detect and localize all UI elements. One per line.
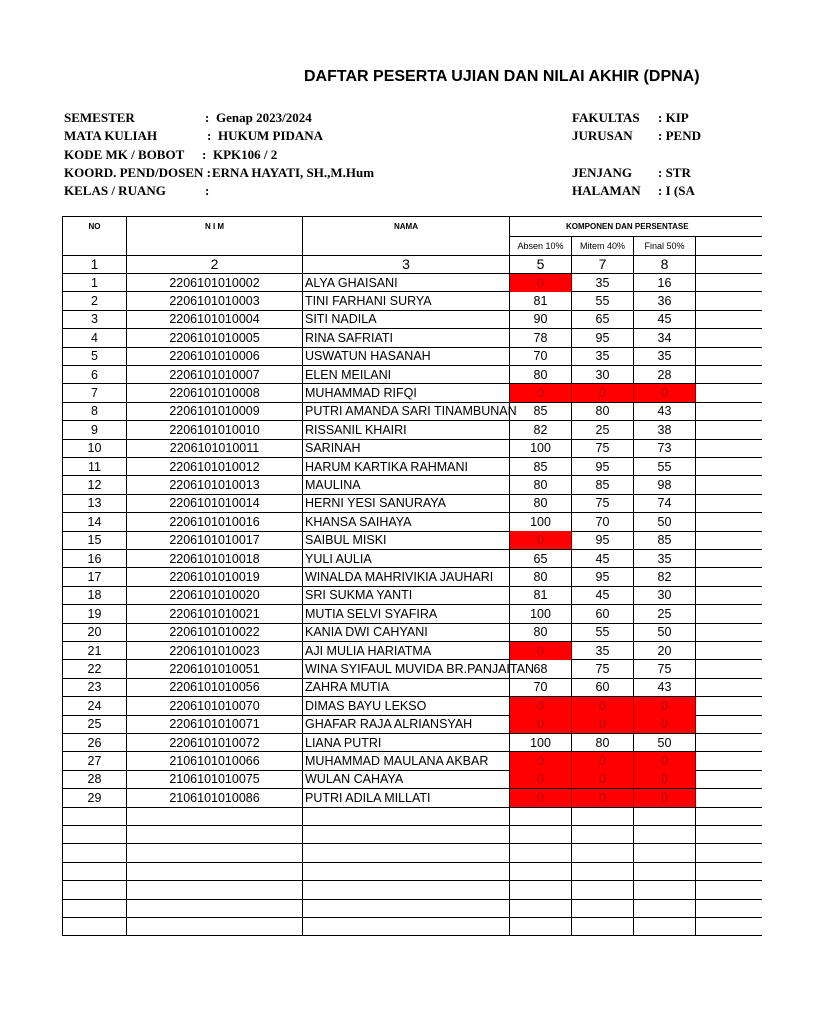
score-absen: 0 bbox=[510, 770, 571, 788]
column-number: 7 bbox=[598, 256, 607, 272]
score-absen: 81 bbox=[533, 293, 548, 308]
row-number: 7 bbox=[91, 385, 98, 400]
column-header-no: NO bbox=[88, 222, 101, 231]
row-number: 20 bbox=[87, 625, 102, 640]
student-nim: 2206101010002 bbox=[169, 275, 260, 290]
score-absen: 70 bbox=[533, 349, 548, 364]
grid-line bbox=[62, 807, 762, 808]
score-final: 85 bbox=[657, 533, 672, 548]
student-nim: 2206101010070 bbox=[169, 698, 260, 713]
student-nim: 2206101010020 bbox=[169, 588, 260, 603]
row-number: 9 bbox=[91, 422, 98, 437]
grid-line bbox=[62, 935, 762, 936]
document-title: DAFTAR PESERTA UJIAN DAN NILAI AKHIR (DPNA) bbox=[304, 68, 700, 85]
score-mitem: 95 bbox=[595, 533, 610, 548]
column-number: 1 bbox=[90, 256, 99, 272]
score-mitem: 0 bbox=[572, 697, 633, 715]
meta-label: KELAS / RUANG bbox=[64, 183, 166, 198]
score-absen: 81 bbox=[533, 588, 548, 603]
meta-value: HUKUM PIDANA bbox=[218, 128, 324, 143]
score-final: 16 bbox=[657, 275, 672, 290]
score-absen: 0 bbox=[510, 789, 571, 807]
student-nim: 2206101010004 bbox=[169, 312, 260, 327]
student-nim: 2206101010012 bbox=[169, 459, 260, 474]
student-name: GHAFAR RAJA ALRIANSYAH bbox=[305, 717, 473, 732]
meta-label: HALAMAN bbox=[572, 183, 641, 198]
score-absen: 0 bbox=[510, 384, 571, 402]
score-absen: 100 bbox=[530, 441, 551, 456]
row-number: 6 bbox=[91, 367, 98, 382]
column-header-nama: NAMA bbox=[394, 222, 418, 231]
score-mitem: 95 bbox=[595, 330, 610, 345]
student-name: WINA SYIFAUL MUVIDA BR.PANJAITAN bbox=[305, 661, 534, 676]
score-final: 74 bbox=[657, 496, 672, 511]
student-name: HARUM KARTIKA RAHMANI bbox=[305, 459, 468, 474]
score-absen: 68 bbox=[533, 661, 548, 676]
column-number: 5 bbox=[536, 256, 545, 272]
score-mitem: 95 bbox=[595, 459, 610, 474]
row-number: 25 bbox=[87, 717, 102, 732]
meta-value: : PEND bbox=[658, 128, 701, 143]
row-number: 8 bbox=[91, 404, 98, 419]
row-number: 12 bbox=[87, 477, 102, 492]
score-final: 36 bbox=[657, 293, 672, 308]
student-name: MAULINA bbox=[305, 477, 361, 492]
score-absen: 65 bbox=[533, 551, 548, 566]
student-name: WINALDA MAHRIVIKIA JAUHARI bbox=[305, 569, 494, 584]
score-final: 25 bbox=[657, 606, 672, 621]
score-final: 55 bbox=[657, 459, 672, 474]
row-number: 28 bbox=[87, 772, 102, 787]
student-name: MUHAMMAD RIFQI bbox=[305, 385, 417, 400]
score-absen: 80 bbox=[533, 496, 548, 511]
score-absen: 80 bbox=[533, 625, 548, 640]
grid-line bbox=[62, 216, 762, 217]
meta-value: : STR bbox=[658, 165, 691, 180]
row-number: 11 bbox=[88, 459, 101, 474]
student-name: SAIBUL MISKI bbox=[305, 533, 387, 548]
student-name: SARINAH bbox=[305, 441, 361, 456]
student-name: PUTRI AMANDA SARI TINAMBUNAN bbox=[305, 404, 517, 419]
score-absen: 0 bbox=[510, 752, 571, 770]
student-nim: 2206101010013 bbox=[169, 477, 260, 492]
row-number: 14 bbox=[87, 514, 102, 529]
student-nim: 2206101010007 bbox=[169, 367, 260, 382]
student-name: RINA SAFRIATI bbox=[305, 330, 393, 345]
score-final: 0 bbox=[634, 697, 695, 715]
meta-label: JURUSAN bbox=[572, 128, 633, 143]
row-number: 19 bbox=[87, 606, 102, 621]
score-mitem: 55 bbox=[595, 625, 610, 640]
student-nim: 2206101010014 bbox=[169, 496, 260, 511]
student-name: TINI FARHANI SURYA bbox=[305, 293, 432, 308]
column-header-final: Final 50% bbox=[644, 241, 685, 251]
score-final: 50 bbox=[657, 735, 672, 750]
student-name: YULI AULIA bbox=[305, 551, 372, 566]
score-final: 45 bbox=[657, 312, 672, 327]
student-name: WULAN CAHAYA bbox=[305, 772, 404, 787]
row-number: 4 bbox=[91, 330, 98, 345]
student-name: SRI SUKMA YANTI bbox=[305, 588, 413, 603]
score-final: 73 bbox=[657, 441, 672, 456]
row-number: 22 bbox=[87, 661, 102, 676]
student-nim: 2206101010011 bbox=[169, 441, 260, 456]
student-nim: 2206101010071 bbox=[169, 717, 260, 732]
score-absen: 0 bbox=[510, 642, 571, 660]
score-mitem: 45 bbox=[595, 588, 610, 603]
score-absen: 78 bbox=[533, 330, 548, 345]
score-absen: 0 bbox=[510, 697, 571, 715]
row-number: 23 bbox=[87, 680, 102, 695]
score-absen: 85 bbox=[533, 459, 548, 474]
score-mitem: 70 bbox=[595, 514, 610, 529]
score-absen: 100 bbox=[530, 514, 551, 529]
student-nim: 2206101010006 bbox=[169, 349, 260, 364]
meta-label: SEMESTER bbox=[64, 110, 135, 125]
student-name: MUTIA SELVI SYAFIRA bbox=[305, 606, 438, 621]
score-absen: 100 bbox=[530, 606, 551, 621]
grid-line bbox=[62, 843, 762, 844]
score-absen: 80 bbox=[533, 477, 548, 492]
student-name: LIANA PUTRI bbox=[305, 735, 382, 750]
student-name: ALYA GHAISANI bbox=[305, 275, 398, 290]
score-mitem: 85 bbox=[595, 477, 610, 492]
meta-label: MATA KULIAH bbox=[64, 128, 158, 143]
meta-label: KODE MK / BOBOT bbox=[64, 147, 185, 162]
student-nim: 2206101010009 bbox=[169, 404, 260, 419]
column-number: 2 bbox=[210, 256, 219, 272]
student-name: MUHAMMAD MAULANA AKBAR bbox=[305, 753, 489, 768]
meta-value: KPK106 / 2 bbox=[213, 147, 278, 162]
student-nim: 2206101010017 bbox=[169, 533, 260, 548]
score-final: 0 bbox=[634, 789, 695, 807]
student-nim: 2206101010051 bbox=[169, 661, 260, 676]
score-final: 20 bbox=[657, 643, 672, 658]
meta-label: KOORD. PEND/DOSEN : bbox=[64, 165, 211, 180]
row-number: 29 bbox=[87, 790, 102, 805]
student-name: USWATUN HASANAH bbox=[305, 349, 431, 364]
score-mitem: 60 bbox=[595, 680, 610, 695]
student-name: AJI MULIA HARIATMA bbox=[305, 643, 432, 658]
meta-value: ERNA HAYATI, SH.,M.Hum bbox=[212, 165, 375, 180]
score-mitem: 30 bbox=[595, 367, 610, 382]
meta-separator: : bbox=[202, 147, 207, 162]
score-mitem: 80 bbox=[595, 404, 610, 419]
student-nim: 2206101010008 bbox=[169, 385, 260, 400]
student-name: KHANSA SAIHAYA bbox=[305, 514, 412, 529]
column-header-absen: Absen 10% bbox=[517, 241, 564, 251]
student-nim: 2206101010023 bbox=[169, 643, 260, 658]
score-mitem: 35 bbox=[595, 643, 610, 658]
meta-separator: : bbox=[205, 183, 210, 198]
row-number: 16 bbox=[87, 551, 102, 566]
score-mitem: 25 bbox=[595, 422, 610, 437]
score-mitem: 60 bbox=[595, 606, 610, 621]
meta-label: JENJANG bbox=[572, 165, 632, 180]
score-mitem: 0 bbox=[572, 770, 633, 788]
student-nim: 2106101010086 bbox=[169, 790, 260, 805]
meta-separator: : bbox=[207, 128, 212, 143]
score-mitem: 35 bbox=[595, 275, 610, 290]
score-absen: 80 bbox=[533, 569, 548, 584]
student-name: HERNI YESI SANURAYA bbox=[305, 496, 447, 511]
score-mitem: 0 bbox=[572, 715, 633, 733]
row-number: 27 bbox=[87, 753, 102, 768]
score-final: 0 bbox=[634, 770, 695, 788]
row-number: 2 bbox=[91, 293, 98, 308]
student-name: ELEN MEILANI bbox=[305, 367, 392, 382]
student-name: SITI NADILA bbox=[305, 312, 377, 327]
row-number: 18 bbox=[87, 588, 102, 603]
row-number: 3 bbox=[91, 312, 98, 327]
row-number: 10 bbox=[87, 441, 102, 456]
student-nim: 2206101010005 bbox=[169, 330, 260, 345]
score-final: 50 bbox=[657, 514, 672, 529]
grid-line bbox=[62, 862, 762, 863]
student-name: DIMAS BAYU LEKSO bbox=[305, 698, 427, 713]
student-name: RISSANIL KHAIRI bbox=[305, 422, 407, 437]
meta-value: : KIP bbox=[658, 110, 689, 125]
row-number: 17 bbox=[87, 569, 102, 584]
student-nim: 2206101010056 bbox=[169, 680, 260, 695]
score-absen: 85 bbox=[533, 404, 548, 419]
student-nim: 2206101010022 bbox=[169, 625, 260, 640]
score-final: 0 bbox=[634, 715, 695, 733]
column-header-mitem: Mitem 40% bbox=[579, 241, 625, 251]
row-number: 21 bbox=[87, 643, 102, 658]
student-nim: 2206101010016 bbox=[169, 514, 260, 529]
meta-label: FAKULTAS bbox=[572, 110, 640, 125]
score-absen: 0 bbox=[510, 274, 571, 292]
column-header-komponen: KOMPONEN DAN PERSENTASE bbox=[566, 222, 689, 231]
student-nim: 2106101010075 bbox=[169, 772, 260, 787]
student-nim: 2206101010018 bbox=[169, 551, 260, 566]
score-final: 30 bbox=[657, 588, 672, 603]
student-name: KANIA DWI CAHYANI bbox=[305, 625, 428, 640]
student-nim: 2206101010021 bbox=[169, 606, 260, 621]
meta-separator: : bbox=[205, 110, 210, 125]
student-nim: 2206101010072 bbox=[169, 735, 260, 750]
score-mitem: 35 bbox=[595, 349, 610, 364]
student-nim: 2206101010010 bbox=[169, 422, 260, 437]
score-absen: 70 bbox=[533, 680, 548, 695]
score-absen: 0 bbox=[510, 715, 571, 733]
student-nim: 2206101010003 bbox=[169, 293, 260, 308]
score-absen: 90 bbox=[533, 312, 548, 327]
row-number: 24 bbox=[87, 698, 102, 713]
score-mitem: 0 bbox=[572, 384, 633, 402]
score-mitem: 95 bbox=[595, 569, 610, 584]
score-mitem: 75 bbox=[595, 496, 610, 511]
score-absen: 80 bbox=[533, 367, 548, 382]
grid-line bbox=[62, 825, 762, 826]
student-name: ZAHRA MUTIA bbox=[305, 680, 390, 695]
score-final: 82 bbox=[657, 569, 672, 584]
score-mitem: 45 bbox=[595, 551, 610, 566]
score-final: 98 bbox=[657, 477, 672, 492]
student-nim: 2106101010066 bbox=[169, 753, 260, 768]
score-final: 38 bbox=[657, 422, 672, 437]
score-mitem: 65 bbox=[595, 312, 610, 327]
score-final: 50 bbox=[657, 625, 672, 640]
score-final: 0 bbox=[634, 752, 695, 770]
row-number: 26 bbox=[87, 735, 102, 750]
row-number: 15 bbox=[87, 533, 102, 548]
grid-line bbox=[62, 880, 762, 881]
score-mitem: 80 bbox=[595, 735, 610, 750]
column-header-nim: N I M bbox=[204, 222, 225, 231]
score-final: 43 bbox=[657, 404, 672, 419]
score-final: 35 bbox=[657, 551, 672, 566]
score-mitem: 0 bbox=[572, 789, 633, 807]
meta-value: : I (SA bbox=[658, 183, 695, 198]
score-mitem: 75 bbox=[595, 661, 610, 676]
score-mitem: 55 bbox=[595, 293, 610, 308]
score-final: 0 bbox=[634, 384, 695, 402]
column-number: 3 bbox=[402, 256, 410, 272]
student-name: PUTRI ADILA MILLATI bbox=[305, 790, 431, 805]
row-number: 5 bbox=[91, 349, 98, 364]
score-absen: 0 bbox=[510, 531, 571, 549]
meta-value: Genap 2023/2024 bbox=[216, 110, 312, 125]
score-absen: 100 bbox=[530, 735, 551, 750]
score-absen: 82 bbox=[533, 422, 548, 437]
score-final: 75 bbox=[657, 661, 672, 676]
score-final: 35 bbox=[657, 349, 672, 364]
student-nim: 2206101010019 bbox=[169, 569, 260, 584]
column-number: 8 bbox=[660, 256, 669, 272]
score-mitem: 0 bbox=[572, 752, 633, 770]
row-number: 1 bbox=[91, 275, 98, 290]
score-final: 43 bbox=[657, 680, 672, 695]
grid-line bbox=[62, 899, 762, 900]
grid-line bbox=[62, 917, 762, 918]
score-final: 34 bbox=[657, 330, 672, 345]
score-final: 28 bbox=[657, 367, 672, 382]
row-number: 13 bbox=[87, 496, 102, 511]
score-mitem: 75 bbox=[595, 441, 610, 456]
